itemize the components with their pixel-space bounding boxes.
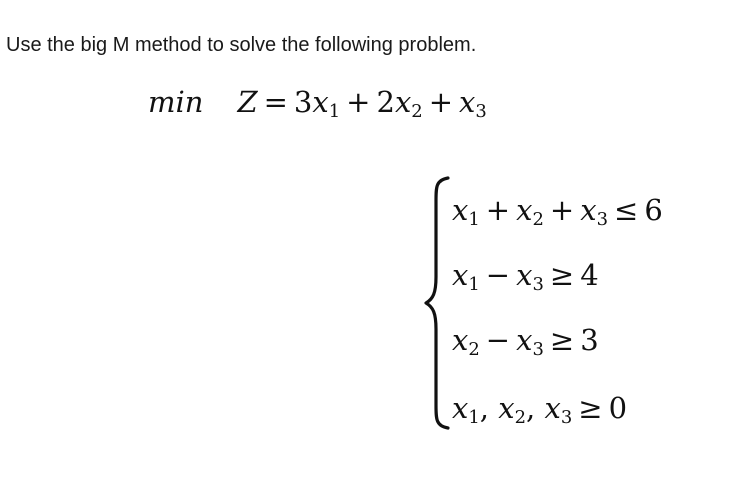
c4-sep-2: , [526,391,536,425]
c4-rhs: 0 [608,391,628,425]
c3-var-a: x [452,323,469,357]
c4-relation: ≥ [578,391,603,425]
c2-sub-b: 3 [532,274,544,296]
term2-variable: x [394,85,412,119]
objective-function [148,82,487,122]
c1-var-a: x [452,193,469,227]
c3-relation: ≥ [549,323,575,357]
c1-relation: ≤ [614,193,639,227]
c1-op-1: + [485,193,511,227]
c3-op-1: − [485,323,511,357]
c4-var-b: x [498,391,515,425]
c1-sub-a: 1 [468,209,480,231]
constraint-2 [452,255,599,295]
c1-op-2: + [549,193,575,227]
objective-equals: = [263,85,288,119]
c3-var-b: x [516,323,533,357]
plus-sign-2: + [428,85,454,119]
c2-relation: ≥ [549,258,575,292]
problem-instruction: Use the big M method to solve the following problem. [6,34,477,56]
objective-sense: min [148,85,204,119]
constraint-4-nonnegativity [452,388,627,428]
left-brace-icon [424,175,454,431]
c4-sub-a: 1 [468,407,480,429]
c2-sub-a: 1 [468,274,480,296]
term3-variable: x [459,85,476,119]
constraint-1 [452,190,663,230]
c2-var-b: x [516,258,533,292]
term1-coefficient: 3 [293,85,313,119]
c4-sub-c: 3 [560,407,573,429]
term2-coefficient: 2 [376,85,395,119]
c4-sub-b: 2 [514,407,527,429]
c1-sub-b: 2 [532,209,544,231]
c3-rhs: 3 [580,323,599,357]
c3-sub-a: 2 [468,339,480,361]
c4-var-c: x [544,391,561,425]
c2-var-a: x [452,258,469,292]
term1-variable: x [312,85,329,119]
c1-rhs: 6 [644,193,663,227]
term3-subscript: 3 [475,101,487,123]
c2-rhs: 4 [580,258,599,292]
plus-sign-1: + [346,85,371,119]
c4-var-a: x [452,391,469,425]
c1-var-c: x [580,193,597,227]
c3-sub-b: 3 [532,339,544,361]
c1-sub-c: 3 [596,209,609,231]
objective-lhs: Z [237,85,258,119]
c4-sep-1: , [479,391,490,425]
constraint-3 [452,320,599,360]
term1-subscript: 1 [328,101,341,123]
c1-var-b: x [516,193,533,227]
c2-op-1: − [485,258,511,292]
term2-subscript: 2 [411,101,423,123]
